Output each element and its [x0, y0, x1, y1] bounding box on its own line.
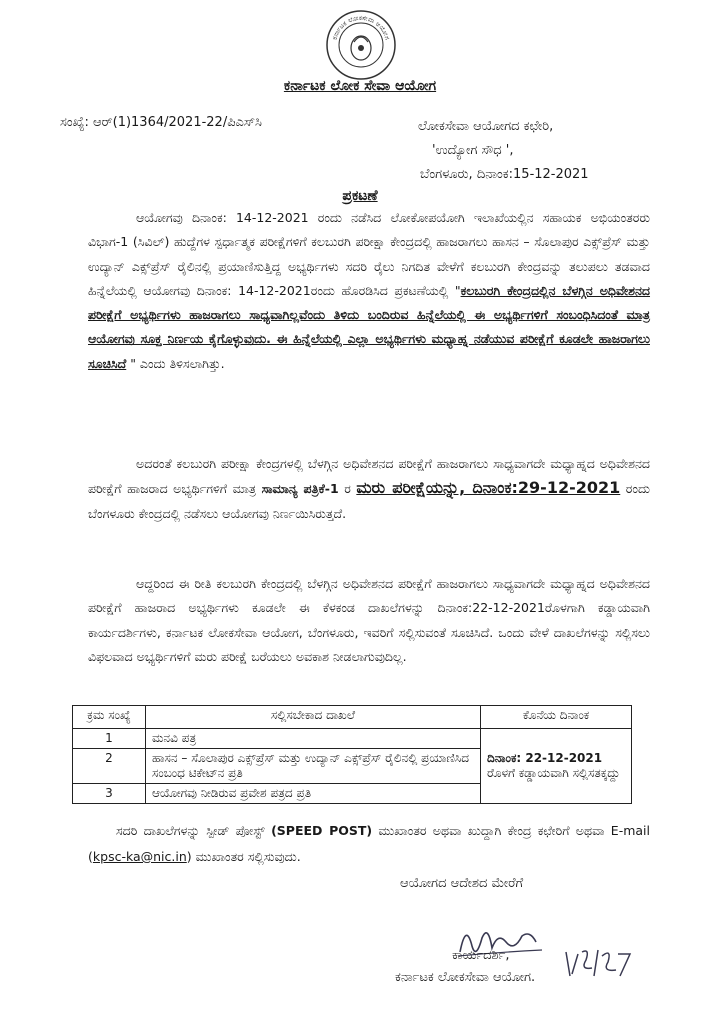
notice-heading: ಪ್ರಕಟಣೆ	[342, 188, 378, 204]
office-line-2: 'ಉದ್ಯೋಗ ಸೌಧ ',	[432, 143, 514, 158]
paragraph-4	[88, 818, 650, 870]
deadline-date: ದಿನಾಂಕ: 22-12-2021	[487, 751, 603, 765]
paragraph-1-text: ಆಯೋಗವು ದಿನಾಂಕ: 14-12-2021 ರಂದು ನಡೆಸಿದ ಲೋಕೋಪಯೋಗಿ ಇಲಾಖೆಯಲ್ಲಿನ ಸಹಾಯಕ ಅಭಿಯಂತರರು ವಿಭಾಗ-1 (ಸಿವಿಲ್) ಹುದ್ದೆಗಳ ಸ್ಪರ್ಧಾತ್ಮಕ ಪರೀಕ್ಷೆಗಳಿಗೆ ಕಲಬುರಗಿ ಪರೀಕ್ಷಾ ಕೇಂದ್ರದಲ್ಲಿ ಹಾಜರಾಗಲು ಹಾಸನ – ಸೊಲಾಪುರ ಎಕ್ಸ್‌ಪ್ರೆಸ್ ಮತ್ತು ಉದ್ಯಾನ್ ಎಕ್ಸ್‌ಪ್ರೆಸ್ ರೈಲಿನಲ್ಲಿ ಪ್ರಯಾಣಿಸುತ್ತಿದ್ದ ಅಭ್ಯರ್ಥಿಗಳು ಸದರಿ ರೈಲು ನಿಗದಿತ ವೇಳೆಗೆ ಕಲಬುರಗಿ ಕೇಂದ್ರವನ್ನು ತಲುಪಲು ತಡವಾದ ಹಿನ್ನೆಲೆಯಲ್ಲಿ ಆಯೋಗವು ದಿನಾಂಕ: 14-12-2021ರಂದು ಹೊರಡಿಸಿದ ಪ್ರಕಟಣೆಯಲ್ಲಿ "	[88, 210, 650, 298]
header-document: ಸಲ್ಲಿಸಬೇಕಾದ ದಾಖಲೆ	[146, 706, 481, 729]
paragraph-2-mid: ರ	[338, 481, 357, 497]
reference-number: ಸಂಖ್ಯೆ: ಆರ್(1)1364/2021-22/ಪಿಎಸ್‌ಸಿ	[60, 115, 262, 130]
svg-text:ಕರ್ನಾಟಕ ಲೋಕಸೇವಾ ಆಯೋಗ: ಕರ್ನಾಟಕ ಲೋಕಸೇವಾ ಆಯೋಗ	[330, 13, 392, 41]
row-2-document: ಹಾಸನ – ಸೊಲಾಪುರ ಎಕ್ಸ್‌ಪ್ರೆಸ್ ಮತ್ತು ಉದ್ಯಾನ್ ಎಕ್ಸ್‌ಪ್ರೆಸ್ ರೈಲಿನಲ್ಲಿ ಪ್ರಯಾಣಿಸಿದ ಸಂಬಂಧ ಟಿಕೇಟ್‌ನ ಪ್ರತಿ	[146, 749, 481, 784]
office-date-line: ಬೆಂಗಳೂರು, ದಿನಾಂಕ:15-12-2021	[420, 167, 589, 182]
paragraph-1-end: " ಎಂದು ತಿಳಿಸಲಾಗಿತ್ತು.	[126, 355, 225, 371]
paragraph-2-text: ಅದರಂತೆ ಕಲಬುರಗಿ ಪರೀಕ್ಷಾ ಕೇಂದ್ರಗಳಲ್ಲಿ ಬೆಳಗ್ಗಿನ ಅಧಿವೇಶನದ ಪರೀಕ್ಷೆಗೆ ಹಾಜರಾಗಲು ಸಾಧ್ಯವಾಗದೇ ಮಧ್ಯಾಹ್ನದ ಅಧಿವೇಶನದ ಪರೀಕ್ಷೆಗೆ ಹಾಜರಾದ ಅಭ್ಯರ್ಥಿಗಳಿಗೆ ಮಾತ್ರ	[88, 456, 650, 497]
re-exam-date: ಮರು ಪರೀಕ್ಷೆಯನ್ನು, ದಿನಾಂಕ:29-12-2021	[356, 478, 621, 498]
signatory-title: ಕಾರ್ಯದರ್ಶಿ,	[452, 948, 510, 963]
paragraph-4-mid: ಮುಖಾಂತರ ಅಥವಾ ಖುದ್ದಾಗಿ ಕೇಂದ್ರ ಕಛೇರಿಗೆ ಅಥವಾ E-mail (	[88, 823, 650, 864]
paragraph-4-text: ಸದರಿ ದಾಖಲೆಗಳನ್ನು ಸ್ಪೀಡ್ ಪೋಸ್ಟ್	[116, 823, 272, 838]
order-line: ಆಯೋಗದ ಆದೇಶದ ಮೇರೆಗೆ	[400, 876, 524, 891]
header-last-date: ಕೊನೆಯ ದಿನಾಂಕ	[481, 706, 632, 729]
paragraph-2	[88, 452, 650, 526]
row-3-document: ಆಯೋಗವು ನೀಡಿರುವ ಪ್ರವೇಶ ಪತ್ರದ ಪ್ರತಿ	[146, 784, 481, 804]
paper-name: ಸಾಮಾನ್ಯ ಪತ್ರಿಕೆ-1	[261, 481, 339, 497]
paragraph-1-emphasis: ಕಲಬುರಗಿ ಕೇಂದ್ರದಲ್ಲಿನ ಬೆಳಗ್ಗಿನ ಅಧಿವೇಶನದ ಪರೀಕ್ಷೆಗೆ ಅಭ್ಯರ್ಥಿಗಳು ಹಾಜರಾಗಲು ಸಾಧ್ಯವಾಗಿಲ್ಲವೆಂದು ತಿಳಿದು ಬಂದಿರುವ ಹಿನ್ನೆಲೆಯಲ್ಲಿ ಈ ಅಭ್ಯರ್ಥಿಗಳಿಗೆ ಸಂಬಂಧಿಸಿದಂತೆ ಮಾತ್ರ ಆಯೋಗವು ಸೂಕ್ತ ನಿರ್ಣಯ ಕೈಗೊಳ್ಳುವುದು. ಈ ಹಿನ್ನೆಲೆಯಲ್ಲಿ ಎಲ್ಲಾ ಅಭ್ಯರ್ಥಿಗಳು ಮಧ್ಯಾಹ್ನ ನಡೆಯುವ ಪರೀಕ್ಷೆಗೆ ಕೂಡಲೇ ಹಾಜರಾಗಲು ಸೂಚಿಸಿದೆ	[88, 282, 651, 371]
row-1-serial: 1	[73, 729, 146, 749]
table-row	[73, 729, 632, 749]
office-line-1: ಲೋಕಸೇವಾ ಆಯೋಗದ ಕಛೇರಿ,	[418, 119, 554, 134]
email-link[interactable]: kpsc-ka@nic.in	[92, 849, 187, 864]
table-header-row	[73, 706, 632, 729]
paragraph-2-end: ರಂದು ಬೆಂಗಳೂರು ಕೇಂದ್ರದಲ್ಲಿ ನಡೆಸಲು ಆಯೋಗವು ನಿರ್ಣಯಿಸಿರುತ್ತದೆ.	[88, 481, 650, 521]
signatory-office: ಕರ್ನಾಟಕ ಲೋಕಸೇವಾ ಆಯೋಗ.	[395, 970, 536, 985]
deadline-cell	[481, 729, 632, 804]
office-address	[418, 115, 589, 187]
paragraph-1	[88, 206, 650, 376]
deadline-note: ರೊಳಗೆ ಕಡ್ಡಾಯವಾಗಿ ಸಲ್ಲಿಸತಕ್ಕದ್ದು	[487, 766, 620, 780]
paragraph-3: ಆದ್ದರಿಂದ ಈ ರೀತಿ ಕಲಬುರಗಿ ಕೇಂದ್ರದಲ್ಲಿ ಬೆಳಗ್ಗಿನ ಅಧಿವೇಶನದ ಪರೀಕ್ಷೆಗೆ ಹಾಜರಾಗಲು ಸಾಧ್ಯವಾಗದೇ ಮಧ್ಯಾಹ್ನದ ಅಧಿವೇಶನದ ಪರೀಕ್ಷೆಗೆ ಹಾಜರಾದ ಅಭ್ಯರ್ಥಿಗಳು ಕೂಡಲೇ ಈ ಕೆಳಕಂಡ ದಾಖಲೆಗಳನ್ನು ದಿನಾಂಕ:22-12-2021ರೊಳಗಾಗಿ ಕಡ್ಡಾಯವಾಗಿ ಕಾರ್ಯದರ್ಶಿಗಳು, ಕರ್ನಾಟಕ ಲೋಕಸೇವಾ ಆಯೋಗ, ಬೆಂಗಳೂರು, ಇವರಿಗೆ ಸಲ್ಲಿಸುವಂತೆ ಸೂಚಿಸಿದೆ. ಒಂದು ವೇಳೆ ದಾಖಲೆಗಳನ್ನು ಸಲ್ಲಿಸಲು ವಿಫಲವಾದ ಅಭ್ಯರ್ಥಿಗಳಿಗೆ ಮರು ಪರೀಕ್ಷೆ ಬರೆಯಲು ಅವಕಾಶ ನೀಡಲಾಗುವುದಿಲ್ಲ.	[88, 576, 650, 664]
speed-post-label: (SPEED POST)	[271, 823, 373, 838]
row-2-serial: 2	[73, 749, 146, 784]
row-1-document: ಮನವಿ ಪತ್ರ	[146, 729, 481, 749]
documents-table	[72, 705, 632, 804]
header-serial-no: ಕ್ರಮ ಸಂಖ್ಯೆ	[73, 706, 146, 729]
paragraph-4-end: ) ಮುಖಾಂತರ ಸಲ್ಲಿಸುವುದು.	[186, 849, 301, 864]
organization-title: ಕರ್ನಾಟಕ ಲೋಕ ಸೇವಾ ಆಯೋಗ	[283, 78, 437, 94]
row-3-serial: 3	[73, 784, 146, 804]
kpsc-seal-logo	[324, 8, 398, 82]
